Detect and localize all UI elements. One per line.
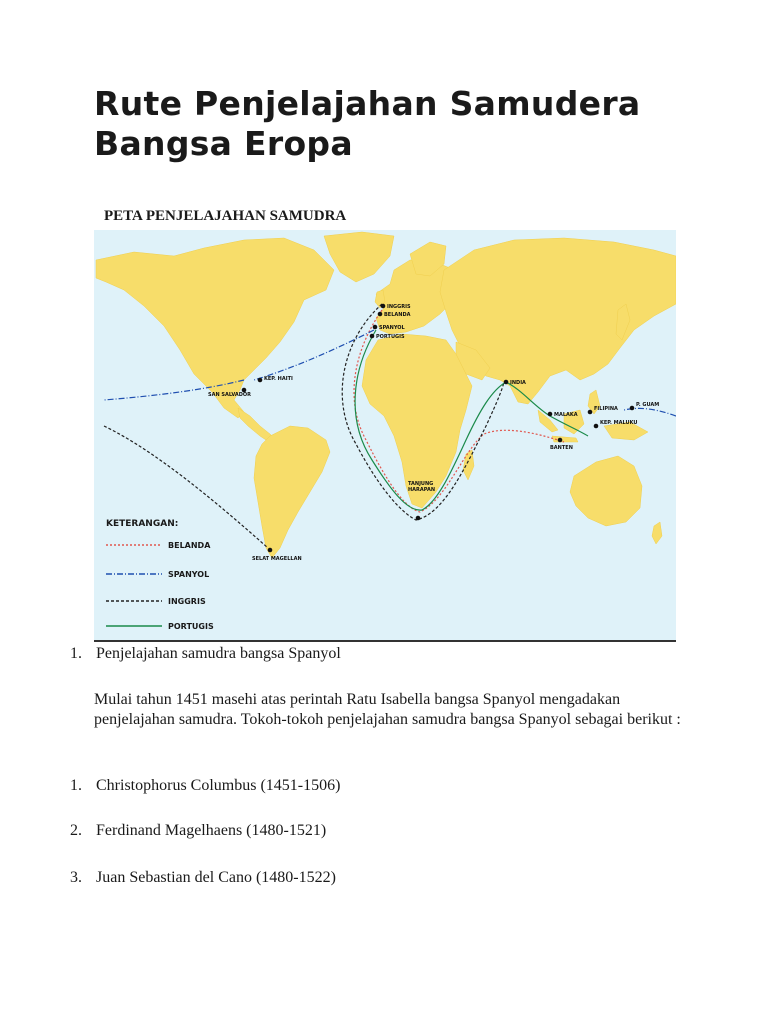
legend-label-spanyol: SPANYOL <box>168 570 210 579</box>
section-heading-row <box>70 644 341 664</box>
section-paragraph: Mulai tahun 1451 masehi atas perintah Ratu Isabella bangsa Spanyol mengadakan penjelajahan samudra. Tokoh-tokoh penjelajahan samudra bangsa Spanyol sebagai berikut : <box>94 691 681 728</box>
legend-label-belanda: BELANDA <box>168 541 211 550</box>
explorer-text: Christophorus Columbus (1451-1506) <box>96 777 341 794</box>
explorer-text: Juan Sebastian del Cano (1480-1522) <box>96 869 336 886</box>
marker-india <box>504 380 509 385</box>
marker-malaka <box>548 412 553 417</box>
explorer-item <box>70 821 326 841</box>
label-belanda: BELANDA <box>384 312 411 318</box>
marker-tanjung-harapan <box>416 516 421 521</box>
label-banten: BANTEN <box>550 445 573 451</box>
world-map-svg <box>94 230 676 640</box>
marker-magellan <box>268 548 273 553</box>
section-number: 1. <box>70 645 82 662</box>
explorer-number: 3. <box>70 869 82 886</box>
label-magellan: SELAT MAGELLAN <box>252 556 302 562</box>
map-bottom-rule <box>94 640 676 642</box>
marker-banten <box>558 438 563 443</box>
label-maluku: KEP. MALUKU <box>600 420 638 426</box>
legend-title: KETERANGAN: <box>106 519 179 529</box>
legend-label-portugis: PORTUGIS <box>168 622 214 631</box>
explorer-item <box>70 776 340 796</box>
legend-label-inggris: INGGRIS <box>168 597 206 606</box>
label-tanjung: TANJUNG <box>408 481 434 487</box>
marker-spanyol <box>373 325 378 330</box>
label-inggris: INGGRIS <box>387 304 411 310</box>
marker-haiti <box>258 378 263 383</box>
marker-inggris <box>381 304 386 309</box>
label-guam: P. GUAM <box>636 402 660 408</box>
label-portugis: PORTUGIS <box>376 334 405 340</box>
marker-portugis <box>370 334 375 339</box>
explorer-number: 1. <box>70 777 82 794</box>
label-filipina: FILIPINA <box>594 406 618 412</box>
label-spanyol: SPANYOL <box>379 325 405 331</box>
label-haiti: KEP. HAITI <box>264 376 293 382</box>
section-heading: Penjelajahan samudra bangsa Spanyol <box>96 645 341 662</box>
page-title: Rute Penjelajahan Samudera Bangsa Eropa <box>94 84 641 163</box>
explorer-text: Ferdinand Magelhaens (1480-1521) <box>96 822 327 839</box>
explorer-item <box>70 868 336 888</box>
marker-filipina <box>588 410 593 415</box>
label-san-salvador: SAN SALVADOR <box>208 392 252 398</box>
exploration-map <box>94 230 676 640</box>
explorer-number: 2. <box>70 822 82 839</box>
marker-belanda <box>378 312 383 317</box>
marker-maluku <box>594 424 599 429</box>
marker-guam <box>630 406 635 411</box>
map-heading: PETA PENJELAJAHAN SAMUDRA <box>104 208 347 224</box>
label-malaka: MALAKA <box>554 412 578 418</box>
label-harapan: HARAPAN <box>408 487 436 493</box>
label-india: INDIA <box>510 380 526 386</box>
